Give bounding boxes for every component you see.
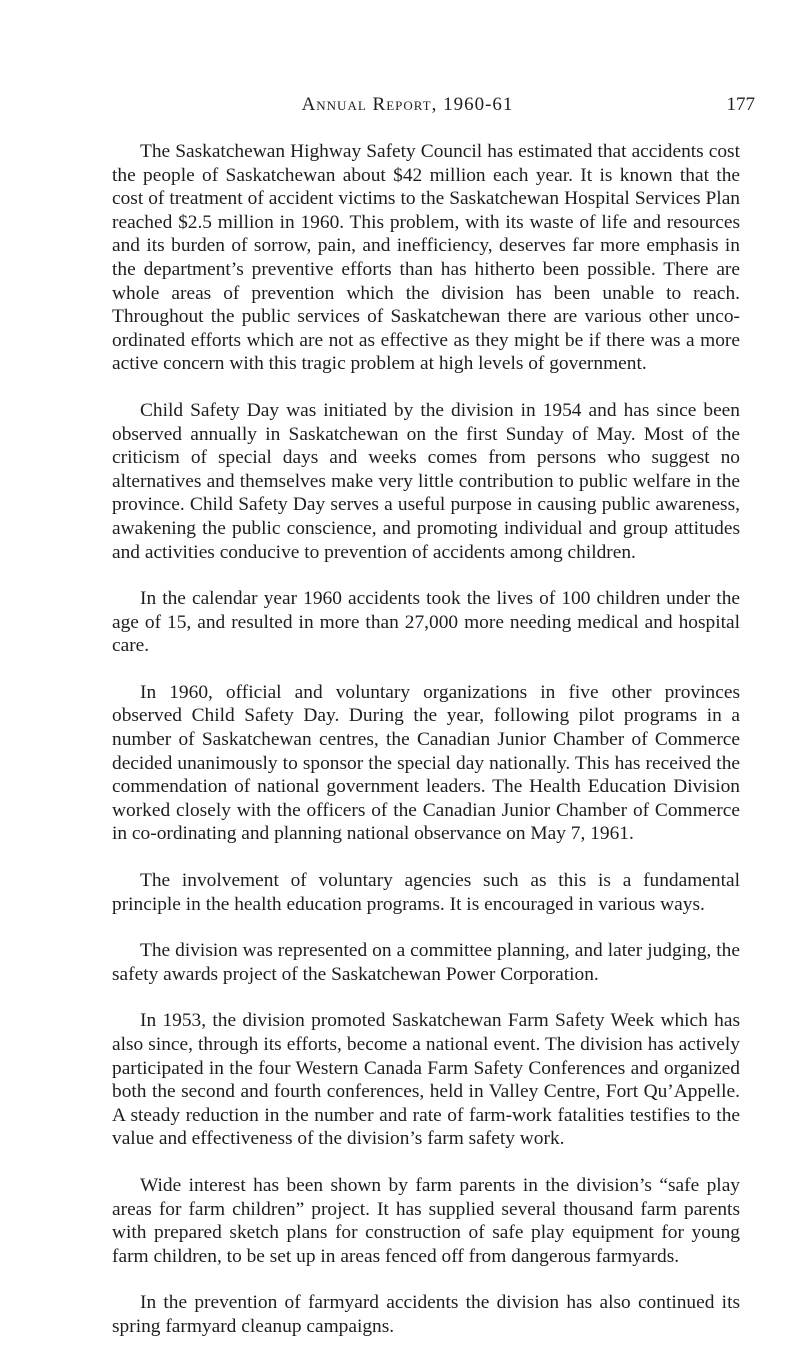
paragraph-safety-awards: The division was represented on a committee planning, and later judging, the safety awards project of the Saskatchewan Power Corporation.: [112, 940, 740, 985]
paragraph-1960-accidents: In the calendar year 1960 accidents took the lives of 100 children under the age of 15, and resulted in more than 27,000 more needing medical and hospital care.: [112, 588, 740, 657]
paragraph-voluntary-agencies: The involvement of voluntary agencies such as this is a fundamental principle in the health education programs. It is encouraged in various ways.: [112, 870, 740, 915]
page-number: 177: [726, 94, 755, 115]
paragraph-farm-safety-week: In 1953, the division promoted Saskatchewan Farm Safety Week which has also since, through its efforts, become a national event. The division has actively participated in the four Western Canada Farm Safety Conferences and organized both the second and fourth conferences, held in Valley Centre, Fort Qu’Appelle. A steady reduction in the number and rate of farm-work fatalities testifies to the value and effectiveness of the division’s farm safety work.: [112, 1010, 740, 1150]
paragraph-highway-safety-council: The Saskatchewan Highway Safety Council has estimated that accidents cost the people of Saskatchewan about $42 million each year. It is known that the cost of treatment of accident victims to the Saskatchewan Hospital Services Plan reached $2.5 million in 1960. This problem, with its waste of life and resources and its burden of sorrow, pain, and inefficiency, deserves far more emphasis in the department’s preventive efforts than has hitherto been possible. There are whole areas of prevention which the division has been unable to reach. Throughout the public services of Saskatchewan there are various other unco-ordinated efforts which are not as effective as they might be if there was a more active concern with this tragic problem at high levels of government.: [112, 141, 740, 375]
running-title: Annual Report, 1960-61: [301, 94, 514, 115]
paragraph-safe-play-areas: Wide interest has been shown by farm parents in the division’s “safe play areas for farm children” project. It has supplied several thousand farm parents with prepared sketch plans for construction of safe play equipment for young farm children, to be set up in areas fenced off from dangerous farmyards.: [112, 1174, 740, 1267]
paragraph-child-safety-day: Child Safety Day was initiated by the division in 1954 and has since been observed annually in Saskatchewan on the first Sunday of May. Most of the criticism of special days and weeks comes from persons who suggest no alternatives and themselves make very little contribution to public welfare in the province. Child Safety Day serves a useful purpose in causing public awareness, awakening the public conscience, and promoting individual and group attitudes and activities conducive to prevention of accidents among children.: [112, 399, 740, 563]
paragraph-national-observance: In 1960, official and voluntary organizations in five other provinces observed Child Safety Day. During the year, following pilot programs in a number of Saskatchewan centres, the Canadian Junior Chamber of Commerce decided unanimously to sponsor the special day nationally. This has received the commendation of national government leaders. The Health Education Division worked closely with the officers of the Canadian Junior Chamber of Commerce in co-ordinating and planning national observance on May 7, 1961.: [112, 681, 740, 845]
body-text: [112, 140, 740, 1362]
paragraph-farmyard-cleanup: In the prevention of farmyard accidents the division has also continued its spring farmyard cleanup campaigns.: [112, 1292, 740, 1337]
running-header: [60, 94, 755, 120]
